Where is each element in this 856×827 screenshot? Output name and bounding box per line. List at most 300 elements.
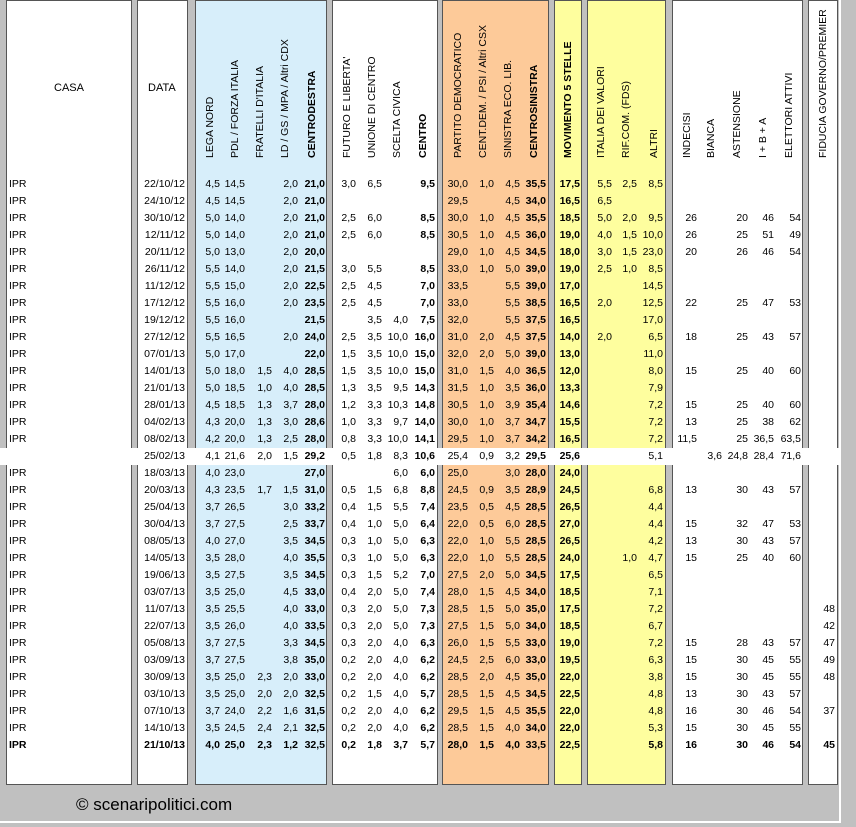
table-cell: 28/01/13	[144, 399, 185, 411]
table-cell: 4,5	[205, 399, 220, 411]
table-cell: 4,8	[648, 705, 663, 717]
table-cell: 0,3	[341, 620, 356, 632]
table-cell: 5,5	[393, 501, 408, 513]
table-cell: 2,0	[283, 178, 298, 190]
table-cell: 34,0	[525, 722, 546, 734]
table-cell: 7,3	[420, 620, 435, 632]
table-cell: 33,5	[447, 280, 468, 292]
table-cell: 1,3	[341, 382, 356, 394]
header-label: MOVIMENTO 5 STELLE	[562, 41, 574, 158]
header-vertical	[783, 10, 795, 160]
table-cell: 2,5	[341, 280, 356, 292]
table-cell: 33,0	[525, 637, 546, 649]
table-cell: 07/10/13	[144, 705, 185, 717]
table-cell: 8,8	[420, 484, 435, 496]
table-cell: 15	[685, 654, 697, 666]
table-cell: 7,2	[648, 399, 663, 411]
table-cell: 2,0	[283, 297, 298, 309]
header-vertical	[681, 10, 693, 160]
table-cell: 1,5	[479, 705, 494, 717]
table-cell: 60	[789, 399, 801, 411]
table-cell: 6,3	[420, 535, 435, 547]
table-cell: 53	[789, 518, 801, 530]
table-cell: 55	[789, 722, 801, 734]
table-cell: 22/10/12	[144, 178, 185, 190]
table-cell: 45	[823, 739, 835, 751]
table-cell: 13,0	[559, 348, 580, 360]
table-cell: 28,5	[447, 671, 468, 683]
table-cell: 25,0	[224, 739, 245, 751]
table-cell: IPR	[9, 739, 27, 751]
table-cell: 33,0	[447, 297, 468, 309]
table-cell: 7,5	[420, 314, 435, 326]
table-cell: 5,5	[505, 552, 520, 564]
table-cell: 1,3	[257, 433, 272, 445]
table-cell: 20/03/13	[144, 484, 185, 496]
header-vertical	[562, 10, 574, 160]
table-cell: 4,7	[648, 552, 663, 564]
table-cell: 30	[736, 688, 748, 700]
table-cell: 14,3	[414, 382, 435, 394]
table-cell: 16,5	[559, 433, 580, 445]
table-cell: 51	[762, 229, 774, 241]
table-cell: 19/12/12	[144, 314, 185, 326]
table-cell: 28,5	[525, 501, 546, 513]
table-cell: IPR	[9, 331, 27, 343]
table-cell: 03/07/13	[144, 586, 185, 598]
table-cell: 25	[736, 552, 748, 564]
table-cell: 2,0	[367, 722, 382, 734]
table-cell: 20	[736, 212, 748, 224]
table-cell: 07/01/13	[144, 348, 185, 360]
table-cell: 3,7	[205, 705, 220, 717]
table-cell: 3,2	[505, 450, 520, 462]
table-cell: 38,5	[525, 297, 546, 309]
table-cell: 37,5	[525, 331, 546, 343]
table-row	[0, 652, 841, 669]
header-vertical	[731, 10, 743, 160]
table-cell: 37,5	[525, 314, 546, 326]
table-cell: 25	[736, 229, 748, 241]
table-cell: 26	[685, 212, 697, 224]
table-cell: 30	[736, 739, 748, 751]
table-cell: 03/10/13	[144, 688, 185, 700]
table-cell: 0,4	[341, 586, 356, 598]
table-cell: 4,5	[505, 195, 520, 207]
table-cell: 15	[685, 518, 697, 530]
table-cell: 5,0	[205, 348, 220, 360]
table-cell: IPR	[9, 620, 27, 632]
table-cell: 38	[762, 416, 774, 428]
table-cell: 5,0	[505, 569, 520, 581]
table-cell: 26	[736, 246, 748, 258]
table-cell: 23,5	[224, 484, 245, 496]
header-vertical	[417, 10, 429, 160]
table-cell: 1,2	[283, 739, 298, 751]
table-cell: 0,8	[341, 433, 356, 445]
table-cell: 31,0	[304, 484, 325, 496]
table-cell: 1,8	[367, 450, 382, 462]
table-cell: 14,1	[414, 433, 435, 445]
table-cell: 19/06/13	[144, 569, 185, 581]
table-cell: 2,5	[341, 229, 356, 241]
table-cell: 30	[736, 535, 748, 547]
table-cell: 3,7	[283, 399, 298, 411]
table-cell: 6,2	[420, 705, 435, 717]
table-cell: 28,0	[304, 399, 325, 411]
table-cell: 0,5	[479, 501, 494, 513]
table-cell: 5,0	[505, 263, 520, 275]
table-cell: 27/12/12	[144, 331, 185, 343]
table-cell: 2,0	[597, 331, 612, 343]
table-cell: 6,2	[420, 654, 435, 666]
table-cell: 05/08/13	[144, 637, 185, 649]
table-cell: 6,0	[367, 229, 382, 241]
table-cell: 4,0	[505, 365, 520, 377]
table-cell: 21,0	[304, 178, 325, 190]
table-cell: 35,0	[525, 671, 546, 683]
table-row	[0, 737, 841, 754]
table-cell: 1,0	[479, 433, 494, 445]
table-cell: 1,0	[479, 263, 494, 275]
table-cell: 5,7	[420, 688, 435, 700]
header-label: LD / GS / MPA / Altri CDX	[279, 39, 291, 158]
table-cell: 12,5	[642, 297, 663, 309]
table-cell: 5,0	[205, 382, 220, 394]
table-cell: 45	[762, 671, 774, 683]
table-cell: 1,5	[341, 348, 356, 360]
table-row	[0, 448, 841, 465]
table-cell: 1,0	[622, 263, 637, 275]
table-cell: 24/10/12	[144, 195, 185, 207]
table-cell: IPR	[9, 263, 27, 275]
header-label: UNIONE DI CENTRO	[366, 56, 378, 158]
table-cell: 0,3	[341, 552, 356, 564]
table-cell: 4,5	[505, 501, 520, 513]
table-cell: 3,5	[205, 688, 220, 700]
table-cell: 9,7	[393, 416, 408, 428]
table-row	[0, 686, 841, 703]
header-vertical	[204, 10, 216, 160]
table-cell: 54	[789, 212, 801, 224]
table-cell: 3,5	[367, 314, 382, 326]
table-cell: 29,5	[525, 450, 546, 462]
table-cell: 1,0	[479, 399, 494, 411]
table-cell: 32,0	[447, 348, 468, 360]
table-cell: 26,0	[447, 637, 468, 649]
table-cell: 33,5	[304, 620, 325, 632]
table-cell: 4,5	[505, 688, 520, 700]
table-cell: IPR	[9, 722, 27, 734]
table-cell: 28,0	[304, 433, 325, 445]
table-cell: 2,5	[283, 518, 298, 530]
table-cell: IPR	[9, 518, 27, 530]
header-label: ASTENSIONE	[731, 90, 743, 158]
table-cell: 27,0	[559, 518, 580, 530]
table-cell: 57	[789, 331, 801, 343]
table-cell: 4,0	[393, 671, 408, 683]
table-cell: 2,0	[283, 263, 298, 275]
table-cell: 4,5	[505, 178, 520, 190]
table-cell: 42	[823, 620, 835, 632]
table-cell: 0,2	[341, 654, 356, 666]
table-cell: 0,3	[341, 535, 356, 547]
table-cell: 40	[762, 365, 774, 377]
table-cell: 17,5	[559, 569, 580, 581]
table-cell: 8,3	[393, 450, 408, 462]
table-cell: 16,0	[414, 331, 435, 343]
table-cell: 20	[685, 246, 697, 258]
table-cell: 2,0	[367, 671, 382, 683]
table-cell: IPR	[9, 586, 27, 598]
table-cell: 28,5	[447, 722, 468, 734]
table-cell: 34,5	[304, 535, 325, 547]
table-cell: 2,0	[283, 229, 298, 241]
table-cell: 14/10/13	[144, 722, 185, 734]
table-cell: 46	[762, 705, 774, 717]
table-cell: 4,3	[205, 484, 220, 496]
table-cell: 5,7	[420, 739, 435, 751]
table-row	[0, 533, 841, 550]
table-cell: 30,0	[447, 178, 468, 190]
header-vertical	[452, 10, 464, 160]
table-cell: 31,0	[447, 365, 468, 377]
table-cell: 7,2	[648, 603, 663, 615]
table-row	[0, 669, 841, 686]
table-row	[0, 346, 841, 363]
table-cell: 4,5	[367, 297, 382, 309]
table-cell: IPR	[9, 399, 27, 411]
table-cell: 3,0	[283, 416, 298, 428]
table-cell: 5,0	[205, 246, 220, 258]
table-cell: 5,5	[205, 263, 220, 275]
table-cell: 18,5	[559, 620, 580, 632]
table-cell: 45	[762, 722, 774, 734]
table-cell: 14,5	[224, 195, 245, 207]
table-cell: 22,5	[559, 688, 580, 700]
table-cell: 2,5	[597, 263, 612, 275]
table-cell: 0,3	[341, 569, 356, 581]
table-cell: 3,5	[505, 382, 520, 394]
table-cell: 2,0	[283, 671, 298, 683]
table-cell: 27,5	[224, 518, 245, 530]
table-cell: 30/09/13	[144, 671, 185, 683]
table-cell: 25,0	[224, 671, 245, 683]
table-cell: 1,6	[283, 705, 298, 717]
table-cell: 2,0	[283, 280, 298, 292]
table-row	[0, 516, 841, 533]
table-cell: 1,5	[479, 637, 494, 649]
table-cell: 33,0	[447, 263, 468, 275]
table-cell: IPR	[9, 637, 27, 649]
table-cell: 29,5	[447, 433, 468, 445]
table-cell: 4,0	[597, 229, 612, 241]
table-cell: 4,0	[205, 535, 220, 547]
table-cell: 0,3	[341, 603, 356, 615]
table-cell: 26,0	[224, 620, 245, 632]
table-cell: 16,5	[559, 314, 580, 326]
table-cell: 5,5	[505, 314, 520, 326]
table-cell: 08/05/13	[144, 535, 185, 547]
table-cell: 7,9	[648, 382, 663, 394]
table-cell: 3,7	[205, 518, 220, 530]
table-cell: 3,7	[393, 739, 408, 751]
table-cell: 24,5	[559, 484, 580, 496]
table-cell: 30	[736, 705, 748, 717]
table-cell: 1,5	[479, 586, 494, 598]
table-cell: 3,7	[205, 637, 220, 649]
table-cell: IPR	[9, 484, 27, 496]
table-cell: 15	[685, 552, 697, 564]
table-cell: 24,8	[727, 450, 748, 462]
table-cell: 4,0	[393, 637, 408, 649]
table-row	[0, 584, 841, 601]
table-cell: 33,0	[304, 603, 325, 615]
table-cell: 1,0	[479, 229, 494, 241]
table-cell: 31,0	[447, 331, 468, 343]
header-vertical	[306, 10, 318, 160]
table-cell: 4,3	[205, 416, 220, 428]
table-cell: 57	[789, 484, 801, 496]
table-cell: 1,5	[283, 484, 298, 496]
table-cell: 7,1	[648, 586, 663, 598]
table-cell: 16,5	[559, 195, 580, 207]
table-cell: 60	[789, 552, 801, 564]
table-cell: 5,5	[205, 331, 220, 343]
table-cell: 7,0	[420, 280, 435, 292]
table-cell: 6,8	[393, 484, 408, 496]
table-cell: 7,0	[420, 297, 435, 309]
table-cell: 21/01/13	[144, 382, 185, 394]
header-label: CENTRODESTRA	[306, 70, 318, 158]
table-cell: 2,5	[341, 331, 356, 343]
table-cell: 14/01/13	[144, 365, 185, 377]
table-cell: 30/04/13	[144, 518, 185, 530]
table-cell: 08/02/13	[144, 433, 185, 445]
table-cell: 0,2	[341, 739, 356, 751]
table-cell: 5,0	[393, 518, 408, 530]
table-cell: 5,0	[393, 535, 408, 547]
table-cell: 28,9	[525, 484, 546, 496]
table-cell: 1,5	[479, 620, 494, 632]
table-cell: 6,0	[505, 654, 520, 666]
table-cell: 6,3	[420, 637, 435, 649]
table-cell: 18/03/13	[144, 467, 185, 479]
table-cell: 21/10/13	[144, 739, 185, 751]
table-cell: 25,5	[224, 603, 245, 615]
table-cell: 34,5	[304, 637, 325, 649]
table-cell: 14,6	[559, 399, 580, 411]
table-cell: 1,0	[479, 212, 494, 224]
table-cell: 5,0	[205, 212, 220, 224]
table-cell: 40	[762, 399, 774, 411]
table-cell: 60	[789, 365, 801, 377]
table-cell: 3,5	[205, 586, 220, 598]
table-cell: 22,0	[447, 518, 468, 530]
table-row	[0, 363, 841, 380]
table-row	[0, 567, 841, 584]
table-cell: IPR	[9, 297, 27, 309]
table-cell: 8,5	[648, 178, 663, 190]
table-cell: 33,5	[525, 739, 546, 751]
table-cell: 22,5	[304, 280, 325, 292]
table-cell: 14/05/13	[144, 552, 185, 564]
table-cell: 5,0	[205, 229, 220, 241]
table-cell: 7,3	[420, 603, 435, 615]
table-cell: 0,9	[479, 484, 494, 496]
table-cell: 36,0	[525, 229, 546, 241]
table-cell: 2,5	[341, 297, 356, 309]
table-cell: 26,5	[559, 535, 580, 547]
table-row	[0, 312, 841, 329]
table-cell: 2,0	[367, 603, 382, 615]
table-cell: 27,0	[304, 467, 325, 479]
table-cell: 27,5	[224, 637, 245, 649]
table-cell: 1,5	[283, 450, 298, 462]
table-cell: 9,5	[648, 212, 663, 224]
table-cell: 30,0	[447, 416, 468, 428]
table-cell: 25,0	[224, 688, 245, 700]
table-cell: 1,5	[367, 688, 382, 700]
table-cell: 4,0	[505, 722, 520, 734]
table-cell: 27,5	[224, 569, 245, 581]
table-cell: IPR	[9, 348, 27, 360]
table-cell: 71,6	[780, 450, 801, 462]
table-cell: 34,0	[525, 586, 546, 598]
table-cell: 18,5	[559, 586, 580, 598]
table-cell: 1,3	[257, 399, 272, 411]
table-cell: 28,0	[447, 739, 468, 751]
table-cell: 32,5	[304, 722, 325, 734]
table-cell: 18,0	[224, 365, 245, 377]
header-vertical	[279, 10, 291, 160]
table-cell: 7,0	[420, 569, 435, 581]
table-cell: 2,4	[257, 722, 272, 734]
table-cell: 17,5	[559, 178, 580, 190]
table-cell: 6,5	[648, 569, 663, 581]
table-cell: 5,0	[393, 586, 408, 598]
table-cell: 4,5	[505, 229, 520, 241]
table-cell: 3,5	[205, 722, 220, 734]
header-label: INDECISI	[681, 112, 693, 158]
table-cell: 3,5	[367, 331, 382, 343]
table-cell: 13	[685, 416, 697, 428]
header-label: FIDUCIA GOVERNO/PREMIER	[817, 9, 829, 158]
table-cell: IPR	[9, 603, 27, 615]
table-cell: 19,5	[559, 654, 580, 666]
table-cell: 33,0	[525, 654, 546, 666]
table-cell: 3,5	[205, 603, 220, 615]
table-cell: 16,5	[559, 297, 580, 309]
table-cell: 4,0	[393, 314, 408, 326]
header-label: ITALIA DEI VALORI	[595, 66, 607, 158]
table-row	[0, 176, 841, 193]
table-cell: 55	[789, 654, 801, 666]
header-label: SINISTRA ECO. LIB.	[502, 59, 514, 158]
table-cell: 39,0	[525, 348, 546, 360]
table-cell: IPR	[9, 382, 27, 394]
header-label: BIANCA	[705, 118, 717, 158]
table-cell: 35,4	[525, 399, 546, 411]
table-cell: 4,5	[205, 195, 220, 207]
table-cell: IPR	[9, 195, 27, 207]
table-cell: 5,5	[505, 535, 520, 547]
table-cell: 8,5	[420, 263, 435, 275]
table-cell: 40	[762, 552, 774, 564]
table-cell: 3,5	[367, 348, 382, 360]
table-cell: IPR	[9, 654, 27, 666]
table-cell: 19,0	[559, 637, 580, 649]
